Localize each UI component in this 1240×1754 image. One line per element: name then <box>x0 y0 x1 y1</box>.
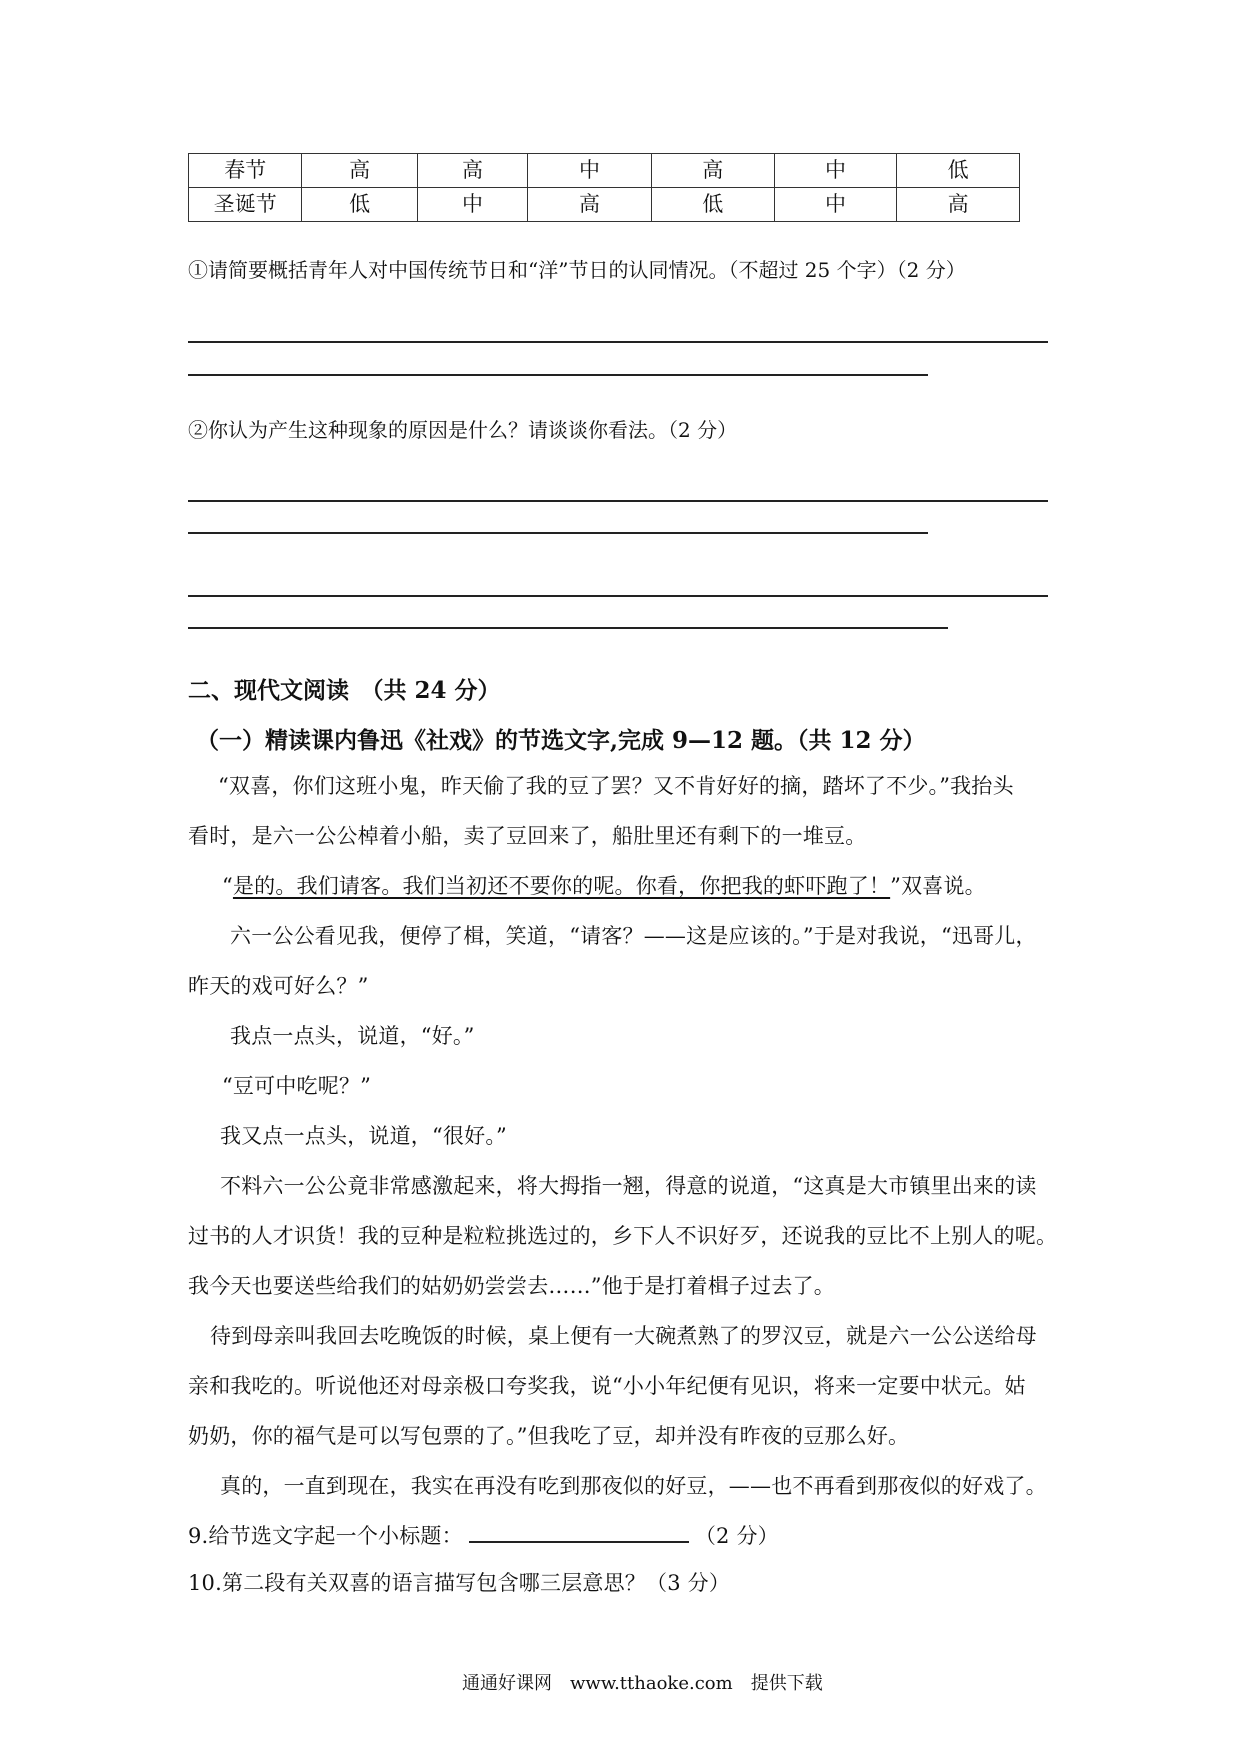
paragraph-8-line-3: 奶奶，你的福气是可以写包票的了。”但我吃了豆，却并没有昨夜的豆那么好。 <box>188 1424 910 1448</box>
table-cell: 中 <box>774 154 897 188</box>
table-cell: 高 <box>651 154 774 188</box>
question-9-points: （2 分） <box>694 1524 779 1548</box>
paragraph-3-line-1: 六一公公看见我，便停了楫，笑道，“请客？——这是应该的。”于是对我说，“迅哥儿， <box>230 924 1037 948</box>
paragraph-4: 我点一点头，说道，“好。” <box>230 1024 475 1048</box>
paragraph-8-line-2: 亲和我吃的。听说他还对母亲极口夸奖我，说“小小年纪便有见识，将来一定要中状元。姑 <box>188 1374 1026 1398</box>
section-title: 二、现代文阅读 （共 24 分） <box>188 677 501 704</box>
table-cell: 中 <box>528 154 652 188</box>
quote-open: “ <box>222 874 233 898</box>
question-2: ②你认为产生这种现象的原因是什么？请谈谈你看法。（2 分） <box>188 418 738 442</box>
answer-line[interactable] <box>188 627 948 629</box>
answer-line[interactable] <box>188 341 1048 343</box>
table-cell: 低 <box>651 188 774 222</box>
paragraph-7-line-3: 我今天也要送些给我们的姑奶奶尝尝去……”他于是打着楫子过去了。 <box>188 1274 835 1298</box>
table-cell: 低 <box>897 154 1020 188</box>
paragraph-5: “豆可中吃呢？” <box>222 1074 372 1098</box>
page-footer: 通通好课网 www.tthaoke.com 提供下载 <box>462 1673 823 1694</box>
answer-line[interactable] <box>188 532 928 534</box>
question-9-prefix: 9.给节选文字起一个小标题： <box>188 1524 463 1548</box>
table-cell: 圣诞节 <box>189 188 302 222</box>
table-cell: 高 <box>528 188 652 222</box>
table-cell: 高 <box>417 154 527 188</box>
underlined-sentence: 是的。我们请客。我们当初还不要你的呢。你看，你把我的虾吓跑了！ <box>232 874 891 898</box>
quote-close: ”双喜说。 <box>890 874 986 898</box>
title-answer-blank[interactable] <box>469 1519 689 1543</box>
question-10: 10.第二段有关双喜的语言描写包含哪三层意思？（3 分） <box>188 1571 731 1595</box>
question-1: ①请简要概括青年人对中国传统节日和“洋”节日的认同情况。（不超过 25 个字）（2 分） <box>188 258 966 282</box>
paragraph-2 <box>222 871 986 901</box>
section-subtitle: （一）精读课内鲁迅《社戏》的节选文字,完成 9—12 题。（共 12 分） <box>196 727 926 754</box>
table-cell: 中 <box>774 188 897 222</box>
table-cell: 中 <box>417 188 527 222</box>
survey-table <box>188 153 1020 222</box>
answer-line[interactable] <box>188 374 928 376</box>
table-cell: 高 <box>302 154 417 188</box>
paragraph-3-line-2: 昨天的戏可好么？” <box>188 974 369 998</box>
table-cell: 春节 <box>189 154 302 188</box>
paragraph-7-line-1: 不料六一公公竟非常感激起来，将大拇指一翘，得意的说道，“这真是大市镇里出来的读 <box>220 1174 1037 1198</box>
paragraph-6: 我又点一点头，说道，“很好。” <box>220 1124 507 1148</box>
question-9 <box>188 1519 779 1551</box>
answer-line[interactable] <box>188 595 1048 597</box>
paragraph-8-line-1: 待到母亲叫我回去吃晚饭的时候，桌上便有一大碗煮熟了的罗汉豆，就是六一公公送给母 <box>210 1324 1037 1348</box>
paragraph-1-line-2: 看时，是六一公公棹着小船，卖了豆回来了，船肚里还有剩下的一堆豆。 <box>188 824 867 848</box>
table-cell: 高 <box>897 188 1020 222</box>
paragraph-9: 真的，一直到现在，我实在再没有吃到那夜似的好豆，——也不再看到那夜似的好戏了。 <box>220 1474 1047 1498</box>
paragraph-1-line-1: “双喜，你们这班小鬼，昨天偷了我的豆了罢？又不肯好好的摘，踏坏了不少。”我抬头 <box>218 774 1014 798</box>
paragraph-7-line-2: 过书的人才识货！我的豆种是粒粒挑选过的，乡下人不识好歹，还说我的豆比不上别人的呢。 <box>188 1224 1058 1248</box>
table-row <box>189 154 1020 188</box>
answer-line[interactable] <box>188 500 1048 502</box>
table-row <box>189 188 1020 222</box>
table-cell: 低 <box>302 188 417 222</box>
